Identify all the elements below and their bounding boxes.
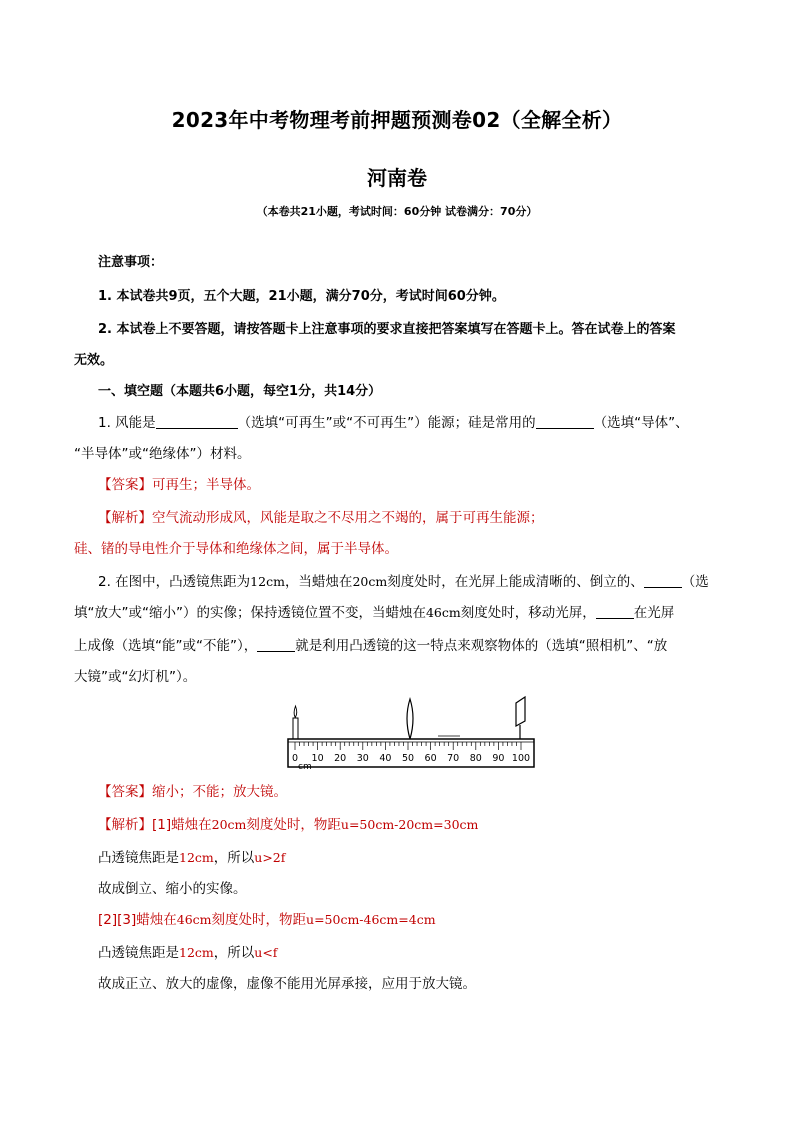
ruler-tick-label: 60 — [424, 753, 437, 764]
ruler-tick-label: 80 — [469, 753, 482, 764]
q1-blank-2[interactable] — [536, 414, 594, 429]
q1-blank-1[interactable] — [156, 414, 238, 429]
q2-line-3: 上成像（选填“能”或“不能”）， 就是利用凸透镜的这一特点来观察物体的（选填“照相机”、“放 — [74, 638, 668, 654]
q2-analysis-3: 故成倒立、缩小的实像。 — [98, 881, 247, 897]
q2-analysis-2: 凸透镜焦距是12cm，所以u>2f — [98, 850, 286, 866]
ruler-tick-label: 0 — [291, 753, 299, 764]
notes-item-2a: 2. 本试卷上不要答题，请按答题卡上注意事项的要求直接把答案填写在答题卡上。答在试卷上的答案 — [98, 322, 676, 337]
q1-analysis-2: 硅、锗的导电性介于导体和绝缘体之间，属于半导体。 — [74, 541, 398, 557]
q2-blank-2[interactable] — [596, 604, 634, 619]
notes-heading: 注意事项： — [98, 255, 164, 270]
ruler-tick-label: 100 — [511, 753, 531, 764]
q1-line-1: 1. 风能是 （选填“可再生”或“不可再生”）能源；硅是常用的 （选填“导体”、 — [98, 415, 689, 431]
q2-analysis-6: 故成正立、放大的虚像，虚像不能用光屏承接，应用于放大镜。 — [98, 976, 476, 992]
ruler-tick-label: 50 — [401, 753, 415, 764]
convex-lens-icon — [407, 699, 413, 739]
ruler-tick-label: 90 — [492, 753, 505, 764]
q2-analysis-1: 【解析】[1]蜡烛在20cm刻度处时，物距u=50cm-20cm=30cm — [98, 817, 479, 833]
q1-answer: 【答案】可再生；半导体。 — [98, 477, 260, 493]
ruler-tick-label: 30 — [356, 753, 369, 764]
q2-blank-1[interactable] — [644, 573, 682, 588]
candle-icon — [293, 706, 298, 740]
q2-line-2: 填“放大”或“缩小”）的实像；保持透镜位置不变，当蜡烛在46cm刻度处时，移动光屏， 在光屏 — [74, 605, 675, 621]
light-screen-icon — [516, 697, 525, 739]
optical-bench-figure — [282, 693, 538, 773]
notes-item-1: 1. 本试卷共9页，五个大题，21小题，满分70分，考试时间60分钟。 — [98, 289, 505, 304]
page-subtitle: 河南卷 — [367, 166, 427, 190]
ruler-tick-label: 70 — [447, 753, 460, 764]
q1-analysis: 【解析】空气流动形成风，风能是取之不尽用之不竭的，属于可再生能源； — [98, 510, 544, 526]
section-heading: 一、填空题（本题共6小题，每空1分，共14分） — [98, 384, 382, 399]
ruler-tick-label: 20 — [334, 753, 347, 764]
exam-meta: （本卷共21小题，考试时间：60分钟 试卷满分：70分） — [256, 205, 538, 218]
q2-line-4: 大镜”或“幻灯机”）。 — [74, 669, 197, 685]
page-title: 2023年中考物理考前押题预测卷02（全解全析） — [171, 108, 623, 132]
q1-line-2: “半导体”或“绝缘体”）材料。 — [74, 446, 251, 462]
q2-line-1: 2. 在图中，凸透镜焦距为12cm，当蜡烛在20cm刻度处时，在光屏上能成清晰的、倒立的、 （选 — [98, 574, 709, 590]
ruler-tick-label: 40 — [379, 753, 392, 764]
notes-item-2b: 无效。 — [74, 353, 114, 368]
q2-analysis-4: [2][3]蜡烛在46cm刻度处时，物距u=50cm-46cm=4cm — [98, 912, 436, 928]
q2-blank-3[interactable] — [257, 637, 295, 652]
ruler-unit-label: cm — [298, 762, 312, 772]
ruler-tick-label: 10 — [311, 753, 324, 764]
q2-analysis-5: 凸透镜焦距是12cm，所以u<f — [98, 945, 278, 961]
q2-answer: 【答案】缩小；不能；放大镜。 — [98, 784, 287, 800]
